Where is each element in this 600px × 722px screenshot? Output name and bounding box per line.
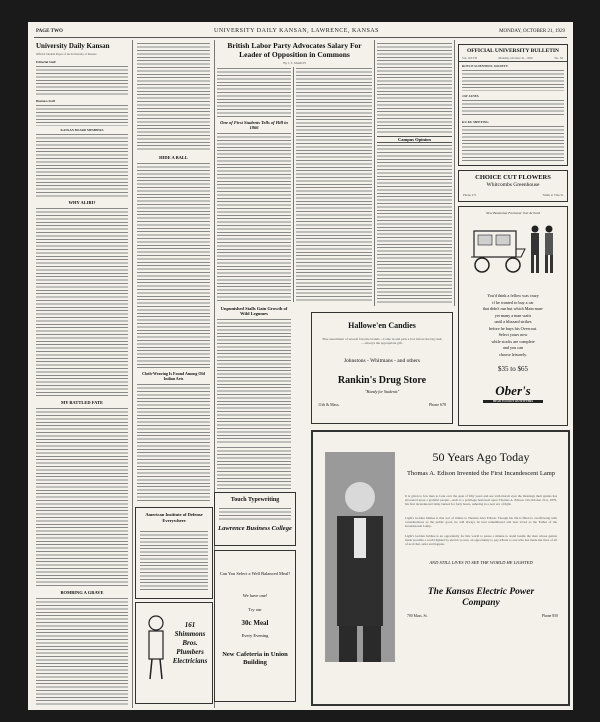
plumbers-ad xyxy=(135,602,213,704)
edison-body-1: It is given to few men to look over the span of fifty years and see with mortal eyes the blessings their genius has showered upon a grateful people—such is a privilege bestowed upon Thomas A. Edison. On October 21st, 1879, his first incandescent lamp burned for forty hours, ushering in a new era of light. xyxy=(405,494,557,506)
bostonian-copy xyxy=(461,293,565,358)
copy-line-3: that didn't run but which Main man- xyxy=(482,306,544,311)
kuku-text xyxy=(462,125,564,161)
campus-opinion-text xyxy=(377,144,452,304)
flowers-ad xyxy=(458,170,568,202)
flowers-title: CHOICE CUT FLOWERS xyxy=(475,174,551,181)
typewriting-ad xyxy=(214,492,296,546)
copy-line-8: while stocks are complete xyxy=(491,338,535,344)
institute-text xyxy=(140,530,208,590)
editorial-text-2 xyxy=(36,407,128,587)
copy-line-1: You'd think a fellow was crazy xyxy=(487,293,539,298)
rankins-drug-store: Rankin's Drug Store xyxy=(337,375,427,386)
obers-tagline: HEAD TO FOOT OUTFITTERS xyxy=(483,400,543,403)
campus-opinion-heading: Campus Opinion xyxy=(377,136,452,143)
candies-ad xyxy=(311,312,453,424)
british-labor-headline: British Labor Party Advocates Salary For Leader of Opposition in Commons xyxy=(227,41,362,59)
article-text-b xyxy=(137,162,210,368)
bulletin-date: Monday, October 21, 1929 xyxy=(498,56,533,60)
editorial-text-3 xyxy=(36,597,128,705)
unpunished-heading: Unpunished Stalls Gain Growth of Wild Legumes xyxy=(220,306,288,316)
edison-body-3: Light's Golden Jubilee is an opportunity for this world to pause a minute to stand beside the man whose genius made possible a world lighted by electric power, an opportunity to pay tribute to one who has made the lives of all of us richer, safer and happier. xyxy=(405,534,557,546)
editorial-heading-bombing: BOMBING A GRAVE xyxy=(60,590,104,595)
royce-notice-heading: ROYCE SCIENTIFIC SOCIETY xyxy=(462,64,509,68)
rankins-address: 11th & Mass. xyxy=(318,403,340,407)
copy-line-6: before he buys his Overcoat. xyxy=(488,325,538,331)
copy-line-2: if he wanted to buy a car xyxy=(492,299,534,305)
candies-title: Hallowe'en Candies xyxy=(348,321,416,330)
rankins-slogan: "Handy for Students" xyxy=(364,389,400,394)
edison-portrait xyxy=(325,452,395,662)
first-students-heading: One of First Students Tells of Hill in 1866 xyxy=(220,120,288,130)
paper-subtitle: Official Student Paper of the University of Kansas xyxy=(36,52,97,56)
editorial-staff-heading: Editorial Staff xyxy=(36,60,56,64)
edison-body-2: Light's Golden Jubilee is that sort of tribute to Thomas Alva Edison. Though his life is filled to overflowing with considerations as the public good, he will always be best remembered and best loved as the Father of the Incandescent Lamp. xyxy=(405,516,557,528)
copy-line-7: Select yours now xyxy=(498,332,528,337)
new-cafeteria: New Cafeteria in Union Building xyxy=(222,651,288,666)
editorial-heading-why: WHY ALIBI? xyxy=(68,200,96,205)
copy-line-4: yet many a man waits xyxy=(494,312,532,318)
cafeteria-ad xyxy=(214,550,296,702)
article-text-a xyxy=(137,42,210,152)
overcoat-price: $35 to $65 xyxy=(498,365,528,373)
newspaper-title: UNIVERSITY DAILY KANSAN, LAWRENCE, KANSAS xyxy=(214,28,379,34)
menu-answer: We have one! xyxy=(242,593,268,598)
royce-notice-text xyxy=(462,69,564,91)
bulletin-rule xyxy=(459,61,567,62)
candies-brands: Johnstons - Whitmans - and others xyxy=(343,358,421,364)
kuku-heading: KU KU MEETING xyxy=(462,120,489,124)
hill-text xyxy=(217,132,291,302)
page-number: PAGE TWO xyxy=(36,29,63,34)
rankins-phone: Phone 678 xyxy=(429,403,446,407)
candies-description: Fine assortment of several favorite brands—Come in and pick a box before the big rush—Always the appropriate gift. xyxy=(322,337,442,345)
headline-byline: By J. T. MARCH xyxy=(283,61,306,65)
institute-ad xyxy=(135,507,213,599)
jay-janes-heading: JAY JANES xyxy=(462,94,479,98)
editorial-heading-fate: MY BATTLED FATE xyxy=(60,400,104,405)
copy-line-10: choose leisurely. xyxy=(499,351,527,357)
masthead xyxy=(34,25,567,38)
flowers-address: Ninth at Vine St. xyxy=(542,193,564,197)
article-text-d xyxy=(377,42,452,134)
paper-title: University Daily Kansan xyxy=(36,42,110,50)
shimmons-name: 161 Shimmons Bros. Plumbers Electricians xyxy=(172,621,208,665)
jay-janes-text xyxy=(462,99,564,117)
business-staff-heading: Business Staff xyxy=(36,99,56,103)
edison-subheadline: Thomas A. Edison Invented the First Incandescent Lamp xyxy=(406,470,556,477)
board-list xyxy=(36,133,128,197)
bulletin-title: OFFICIAL UNIVERSITY BULLETIN xyxy=(466,48,560,54)
column-divider xyxy=(293,67,294,302)
edison-ad xyxy=(311,430,570,706)
issue-date: MONDAY, OCTOBER 21, 1929 xyxy=(499,29,565,34)
kepco-phone: Phone 850 xyxy=(541,614,558,618)
menu-evening: Every Evening xyxy=(241,633,269,638)
business-list xyxy=(36,104,128,126)
kepco-address: 700 Mass. St. xyxy=(407,614,428,618)
business-college: Lawrence Business College xyxy=(218,525,292,532)
flowers-name: Whitcombs Greenhouse xyxy=(486,182,540,188)
flowers-phone: Phone 271 xyxy=(463,193,477,197)
labor-text-b xyxy=(296,67,372,302)
bulletin-volume: Vol. XXVII xyxy=(462,56,477,60)
column-divider xyxy=(454,40,455,306)
plumber-illustration xyxy=(142,613,170,683)
meal-price: 30c Meal xyxy=(241,619,269,627)
typewriting-title: Touch Typewriting xyxy=(230,497,280,503)
labor-text-a xyxy=(217,67,291,117)
staff-list xyxy=(36,65,128,97)
copy-line-9: and you can xyxy=(502,345,524,350)
cloth-heading: Cloth-Weaving Is Found Among Old Indian Arts xyxy=(142,371,205,381)
bostonian-title: New Bostonian Footwear Just Arrived xyxy=(486,211,540,215)
menu-question: Can You Select a Well Balanced Meal? xyxy=(219,571,291,576)
institute-title: American Institute of Defense Everywhere xyxy=(145,512,203,523)
newspaper-page xyxy=(28,22,573,710)
menu-try: Try our xyxy=(248,607,262,612)
kansas-electric-power-logo: The Kansas Electric Power Company xyxy=(427,587,535,608)
edison-headline: 50 Years Ago Today xyxy=(432,450,530,464)
copy-line-5: until a blizzard strikes xyxy=(494,319,532,324)
board-heading: KANSAN BOARD MEMBERS xyxy=(60,128,104,132)
hide-ball-heading: HIDE A BALL xyxy=(159,155,188,160)
bulletin-number: No. 36 xyxy=(554,56,563,60)
column-divider xyxy=(132,40,133,708)
obers-ad xyxy=(458,206,568,426)
column-divider xyxy=(374,40,375,306)
obers-logo: Ober's xyxy=(495,383,531,398)
typewriting-text xyxy=(219,507,291,521)
editorial-text-1 xyxy=(36,207,128,397)
edison-figure-icon xyxy=(325,452,395,662)
legumes-text-b xyxy=(217,446,291,490)
university-bulletin xyxy=(458,44,568,166)
car-and-men-illustration xyxy=(469,219,559,281)
edison-slogan: AND STILL LIVES TO SEE THE WORLD HE LIGHTED xyxy=(429,560,533,565)
legumes-text xyxy=(217,318,291,443)
article-text-c xyxy=(137,383,210,503)
